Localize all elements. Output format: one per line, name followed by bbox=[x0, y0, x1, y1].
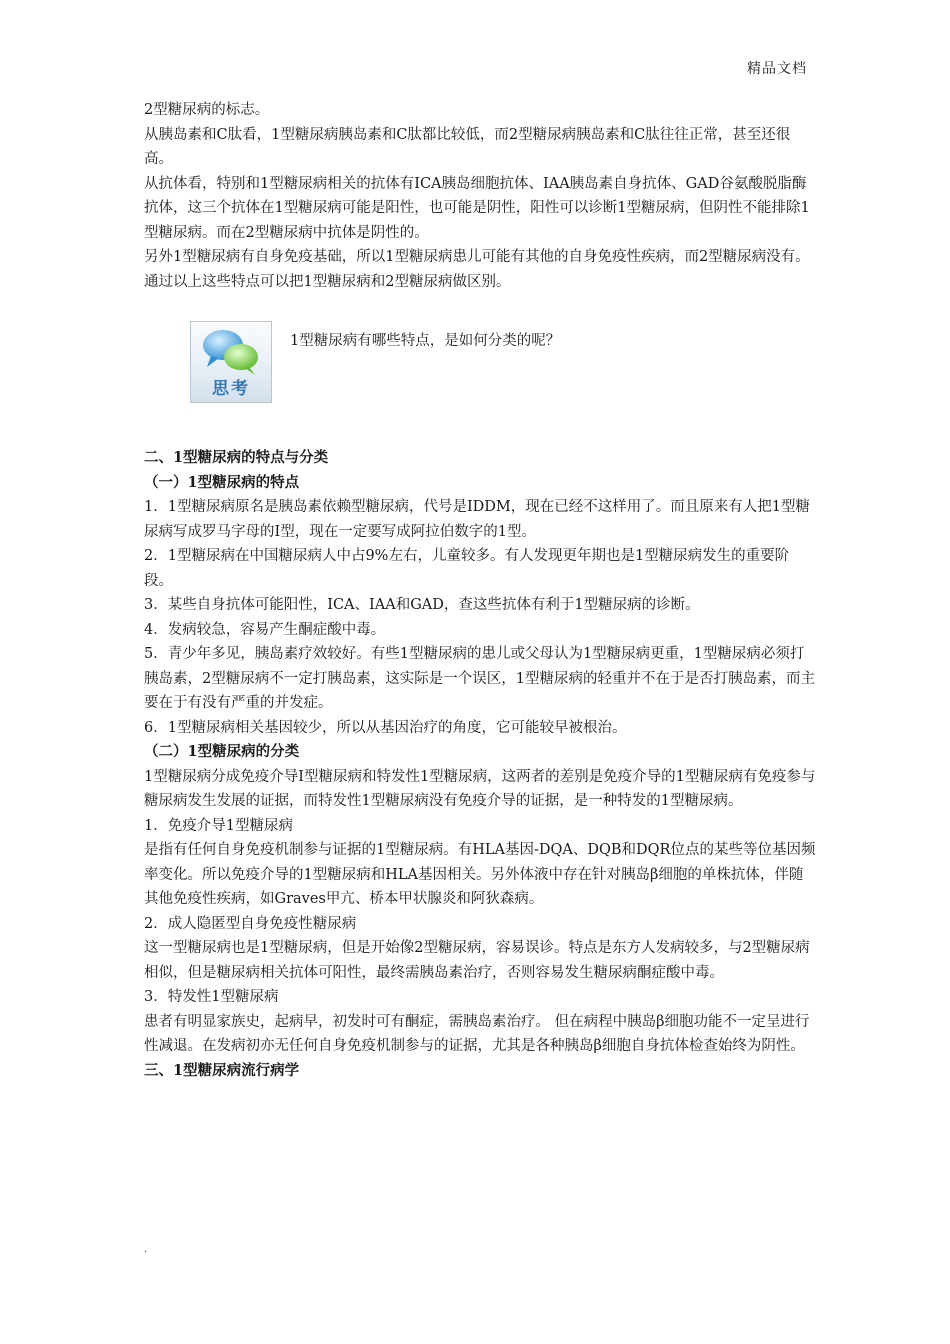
header-mark: 精品文档 bbox=[747, 61, 807, 77]
type-text: 是指有任何自身免疫机制参与证据的1型糖尿病。有HLA基因-DQA、DQB和DQR位点的某些等位基因频率变化。所以免疫介导的1型糖尿病和HLA基因相关。另外体液中存在针对胰岛β细胞的单株抗体，伴随其他免疫性疾病，如Graves甲亢、桥本甲状腺炎和阿狄森病。 bbox=[144, 842, 816, 907]
feature-item: 2．1型糖尿病在中国糖尿病人中占9%左右，儿童较多。有人发现更年期也是1型糖尿病发生的重要阶段。 bbox=[144, 548, 790, 589]
type-text: 这一型糖尿病也是1型糖尿病，但是开始像2型糖尿病，容易误诊。特点是东方人发病较多，与2型糖尿病相似，但是糖尿病相关抗体可阳性，最终需胰岛素治疗，否则容易发生糖尿病酮症酸中毒。 bbox=[144, 940, 810, 981]
think-speech-bubbles-icon bbox=[190, 321, 272, 403]
feature-item: 1．1型糖尿病原名是胰岛素依赖型糖尿病，代号是IDDM，现在已经不这样用了。而且原来有人把1型糖尿病写成罗马字母的Ⅰ型，现在一定要写成阿拉伯数字的1型。 bbox=[144, 499, 810, 540]
feature-item: 3．某些自身抗体可能阳性，ICA、IAA和GAD，查这些抗体有利于1型糖尿病的诊断。 bbox=[144, 597, 700, 613]
classification-intro: 1型糖尿病分成免疫介导Ⅰ型糖尿病和特发性1型糖尿病，这两者的差别是免疫介导的1型糖尿病有免疫参与糖尿病发生发展的证据，而特发性1型糖尿病没有免疫介导的证据，是一种特发的1型糖尿病。 bbox=[144, 768, 816, 809]
section-2-sub-2-heading: （二）1型糖尿病的分类 bbox=[144, 743, 300, 760]
footer-dot: . bbox=[144, 1244, 148, 1255]
type-heading: 1．免疫介导1型糖尿病 bbox=[144, 817, 293, 834]
think-icon-label: 思考 bbox=[212, 379, 250, 399]
section-2-heading: 二、1型糖尿病的特点与分类 bbox=[144, 449, 329, 466]
feature-item: 5．青少年多见，胰岛素疗效较好。有些1型糖尿病的患儿或父母认为1型糖尿病更重，1型糖尿病必须打胰岛素，2型糖尿病不一定打胰岛素，这实际是一个误区，1型糖尿病的轻重并不在于是否打胰岛素，而主要在于有没有严重的并发症。 bbox=[144, 646, 815, 711]
type-heading: 3．特发性1型糖尿病 bbox=[144, 989, 279, 1005]
think-question: 1型糖尿病有哪些特点，是如何分类的呢？ bbox=[290, 333, 561, 349]
section-3-heading: 三、1型糖尿病流行病学 bbox=[144, 1061, 300, 1079]
intro-paragraph: 从抗体看，特别和1型糖尿病相关的抗体有ICA胰岛细胞抗体、IAA胰岛素自身抗体、GAD谷氨酸脱脂酶抗体，这三个抗体在1型糖尿病可能是阳性，也可能是阴性，阳性可以诊断1型糖尿病，但阴性不能排除1型糖尿病。而在2型糖尿病中抗体是阴性的。 bbox=[144, 175, 810, 241]
type-text: 患者有明显家族史，起病早，初发时可有酮症，需胰岛素治疗。 但在病程中胰岛β细胞功能不一定呈进行性减退。在发病初亦无任何自身免疫机制参与的证据，尤其是各种胰岛β细胞自身抗体检查始终为阴性。 bbox=[144, 1013, 810, 1054]
document-body bbox=[144, 98, 816, 1083]
feature-item: 6．1型糖尿病相关基因较少，所以从基因治疗的角度，它可能较早被根治。 bbox=[144, 719, 627, 736]
intro-paragraph: 另外1型糖尿病有自身免疫基础，所以1型糖尿病患儿可能有其他的自身免疫性疾病，而2型糖尿病没有。通过以上这些特点可以把1型糖尿病和2型糖尿病做区别。 bbox=[144, 249, 810, 290]
type-heading: 2．成人隐匿型自身免疫性糖尿病 bbox=[144, 915, 357, 932]
feature-item: 4．发病较急，容易产生酮症酸中毒。 bbox=[144, 621, 386, 638]
think-callout bbox=[144, 294, 816, 422]
intro-paragraph: 从胰岛素和C肽看，1型糖尿病胰岛素和C肽都比较低，而2型糖尿病胰岛素和C肽往往正常，甚至还很高。 bbox=[144, 126, 791, 167]
section-2-sub-1-heading: （一）1型糖尿病的特点 bbox=[144, 473, 300, 491]
intro-paragraph: 2型糖尿病的标志。 bbox=[144, 102, 270, 118]
